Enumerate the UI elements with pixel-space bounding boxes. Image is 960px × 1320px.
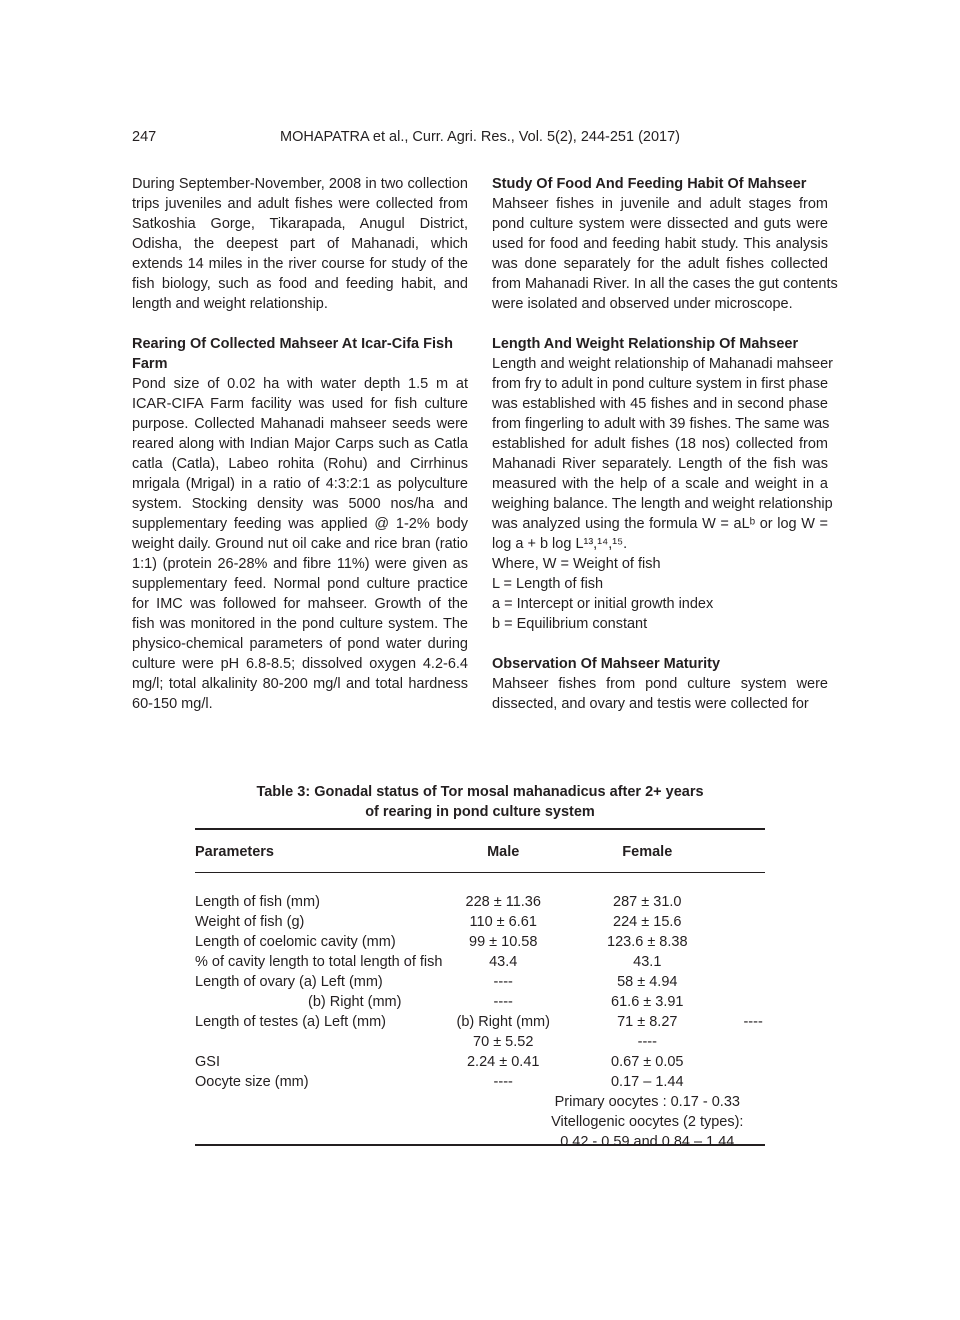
text-line: from fingerling to adult with 39 fishes. The same was — [492, 416, 830, 432]
cell-extra — [743, 1072, 765, 1092]
text-line: supplementary feed. Normal pond culture practice — [132, 576, 468, 592]
paragraph — [492, 594, 828, 614]
cell-male: 2.24 ± 0.41 — [466, 1054, 540, 1070]
text-line: Pond size of 0.02 ha with water depth 1.5 m at — [132, 376, 468, 392]
cell-male: 99 ± 10.58 — [469, 934, 538, 950]
text-line: Length and weight relationship of Mahanadi mahseer — [492, 356, 833, 372]
text-line: log a + b log L¹³,¹⁴,¹⁵. — [492, 536, 628, 552]
paragraph — [492, 194, 838, 314]
running-title: MOHAPATRA et al., Curr. Agri. Res., Vol. 5(2), 244-251 (2017) — [280, 129, 680, 145]
cell-extra — [743, 912, 765, 932]
text-line: Mahseer fishes in juvenile and adult stages from — [492, 196, 828, 212]
text-line: from fry to adult in pond culture system in first phase — [492, 376, 829, 392]
cell-parameter: Length of coelomic cavity (mm) — [195, 934, 396, 950]
text-line: b = Equilibrium constant — [492, 616, 648, 632]
text-line: Length And Weight Relationship Of Mahseer — [492, 336, 799, 352]
spacer — [195, 862, 765, 892]
text-line: were isolated and observed under microscope. — [492, 296, 793, 312]
cell-extra — [743, 892, 765, 912]
text-line: Mahseer fishes from pond culture system were — [492, 676, 828, 692]
cell-parameter: % of cavity length to total length of fish — [195, 954, 443, 970]
cell-parameter: Length of fish (mm) — [195, 894, 320, 910]
text-line: catla (Catla), Labeo rohita (Rohu) and Cirrhinus — [132, 456, 468, 472]
paragraph — [132, 374, 468, 714]
cell-parameter: Weight of fish (g) — [195, 914, 305, 930]
paragraph-gap — [132, 314, 468, 334]
text-line: Study Of Food And Feeding Habit Of Mahseer — [492, 176, 807, 192]
table-row — [195, 952, 765, 972]
cell-female: 0.42 - 0.59 and 0.84 – 1.44 — [560, 1134, 735, 1150]
cell-female: 224 ± 15.6 — [613, 914, 682, 930]
text-line: Farm — [132, 356, 168, 372]
text-line: L = Length of fish — [492, 576, 604, 592]
table-row — [195, 1112, 765, 1132]
table-row — [195, 1092, 765, 1112]
cell-parameter — [195, 1112, 455, 1132]
text-line: pond culture system were dissected and guts were — [492, 216, 828, 232]
text-line: culture were pH 6.8-8.5; dissolved oxygen 4.2-6.4 — [132, 656, 468, 672]
right-column — [492, 174, 838, 714]
text-line: extends 14 miles in the river course for study of the — [132, 256, 468, 272]
text-line: from Mahanadi River. In all the cases the gut contents — [492, 276, 838, 292]
cell-parameter — [195, 1132, 455, 1152]
text-line: dissected, and ovary and testis were collected for — [492, 696, 809, 712]
cell-extra — [743, 932, 765, 952]
text-line: established for adult fishes (18 nos) collected from — [492, 436, 828, 452]
section-heading — [492, 174, 828, 194]
text-line: fish was monitored in the pond culture system. The — [132, 616, 468, 632]
cell-extra — [743, 972, 765, 992]
paragraph — [492, 554, 828, 574]
cell-female: 61.6 ± 3.91 — [611, 994, 684, 1010]
header-parameters: Parameters — [195, 844, 274, 860]
text-line: supplementary feeding was applied @ 1-2% body — [132, 516, 468, 532]
cell-male: ---- — [493, 1074, 513, 1090]
text-line: was done separately for the adult fishes collected — [492, 256, 828, 272]
text-line: physico-chemical parameters of pond water during — [132, 636, 468, 652]
cell-male: ---- — [493, 994, 513, 1010]
cell-parameter: (b) Right (mm) — [308, 994, 402, 1010]
cell-extra — [743, 1032, 765, 1052]
section-heading — [492, 654, 828, 674]
text-line: mrigala (Mrigal) in a ratio of 4:3:2:1 as polyculture — [132, 476, 468, 492]
table-row — [195, 932, 765, 952]
table-row — [195, 992, 765, 1012]
text-line: system. Stocking density was 5000 nos/ha and — [132, 496, 468, 512]
paragraph — [492, 614, 828, 634]
cell-parameter — [195, 1092, 455, 1112]
text-line: trips juveniles and adult fishes were collected from — [132, 196, 468, 212]
cell-male — [455, 1132, 551, 1152]
text-line: Satkoshia Gorge, Tikarapada, Anugul District, — [132, 216, 468, 232]
cell-female: Primary oocytes : 0.17 - 0.33 — [554, 1094, 740, 1110]
text-line: During September-November, 2008 in two collection — [132, 176, 468, 192]
text-line: a = Intercept or initial growth index — [492, 596, 714, 612]
caption-line: of rearing in pond culture system — [365, 804, 595, 820]
text-line: mg/l; total alkalinity 80-200 mg/l and total hardness — [132, 676, 468, 692]
text-line: Where, W = Weight of fish — [492, 556, 661, 572]
cell-male — [455, 1092, 551, 1112]
table-row — [195, 1012, 765, 1032]
cell-extra — [743, 1052, 765, 1072]
text-line: Mahanadi River separately. Length of the fish was — [492, 456, 828, 472]
gonadal-status-table — [195, 842, 765, 1152]
cell-extra: ---- — [743, 1014, 763, 1030]
cell-male — [455, 1112, 551, 1132]
header-female: Female — [622, 844, 673, 860]
section-heading — [132, 334, 468, 374]
text-line: reared along with Indian Major Carps such as Catla — [132, 436, 468, 452]
header-male: Male — [487, 844, 520, 860]
text-line: 1:1) (protein 26-28% and fibre 11%) were given as — [132, 556, 468, 572]
text-line: purpose. Collected Mahanadi mahseer seeds were — [132, 416, 468, 432]
cell-female: 123.6 ± 8.38 — [607, 934, 688, 950]
text-line: used for food and feeding habit study. This analysis — [492, 236, 828, 252]
text-line: was established with 45 fishes and in second phase — [492, 396, 828, 412]
paragraph — [492, 674, 828, 714]
paragraph — [492, 354, 833, 554]
text-line: was analyzed using the formula W = aLᵇ or log W = — [492, 516, 828, 532]
cell-male: 70 ± 5.52 — [473, 1034, 534, 1050]
table-row — [195, 1032, 765, 1052]
cell-extra — [743, 1132, 765, 1152]
section-heading — [492, 334, 828, 354]
cell-parameter: Oocyte size (mm) — [195, 1074, 309, 1090]
header-extra — [743, 842, 765, 862]
table-body — [195, 892, 765, 1152]
table-header-row — [195, 842, 765, 862]
table-row — [195, 892, 765, 912]
cell-extra — [743, 952, 765, 972]
cell-female: 287 ± 31.0 — [613, 894, 682, 910]
cell-female: 71 ± 8.27 — [617, 1014, 678, 1030]
table-caption — [195, 782, 765, 822]
text-line: measured with the help of a scale and weight in a — [492, 476, 828, 492]
text-line: ICAR-CIFA Farm facility was used for fish culture — [132, 396, 468, 412]
cell-female: 58 ± 4.94 — [617, 974, 678, 990]
cell-female: 0.67 ± 0.05 — [611, 1054, 684, 1070]
cell-male: 43.4 — [489, 954, 518, 970]
cell-male: ---- — [493, 974, 513, 990]
table-top-rule — [195, 828, 765, 830]
table-row — [195, 912, 765, 932]
text-line: 60-150 mg/l. — [132, 696, 213, 712]
table-row — [195, 1052, 765, 1072]
text-line: Rearing Of Collected Mahseer At Icar-Cifa Fish — [132, 336, 453, 352]
text-line: weighing balance. The length and weight relationship — [492, 496, 833, 512]
table-row — [195, 1072, 765, 1092]
text-line: Odisha, the deepest part of Mahanadi, which — [132, 236, 468, 252]
cell-female: Vitellogenic oocytes (2 types): — [551, 1114, 744, 1130]
cell-male: 228 ± 11.36 — [465, 894, 541, 910]
cell-parameter: GSI — [195, 1054, 220, 1070]
cell-female: 43.1 — [633, 954, 662, 970]
page-number: 247 — [132, 129, 157, 145]
cell-parameter: Length of testes (a) Left (mm) — [195, 1014, 386, 1030]
text-line: for IMC was followed for mahseer. Growth of the — [132, 596, 468, 612]
paragraph — [492, 574, 828, 594]
cell-parameter: Length of ovary (a) Left (mm) — [195, 974, 383, 990]
cell-male: (b) Right (mm) — [456, 1014, 550, 1030]
cell-female: 0.17 – 1.44 — [610, 1074, 684, 1090]
text-line: length and weight relationship. — [132, 296, 328, 312]
paragraph-gap — [492, 314, 828, 334]
paragraph — [132, 174, 468, 314]
paragraph-gap — [492, 634, 828, 654]
left-column — [132, 174, 468, 714]
caption-line: Table 3: Gonadal status of Tor mosal mahanadicus after 2+ years — [256, 784, 704, 800]
table-row — [195, 1132, 765, 1152]
table-row — [195, 972, 765, 992]
cell-female: ---- — [637, 1034, 657, 1050]
cell-extra — [743, 1112, 765, 1132]
text-line: Observation Of Mahseer Maturity — [492, 656, 721, 672]
cell-male: 110 ± 6.61 — [469, 914, 537, 930]
text-line: weight daily. Ground nut oil cake and rice bran (ratio — [132, 536, 468, 552]
cell-extra — [743, 1092, 765, 1112]
cell-parameter — [195, 1032, 455, 1052]
cell-extra — [743, 992, 765, 1012]
text-line: fish biology, such as food and feeding habit, and — [132, 276, 468, 292]
